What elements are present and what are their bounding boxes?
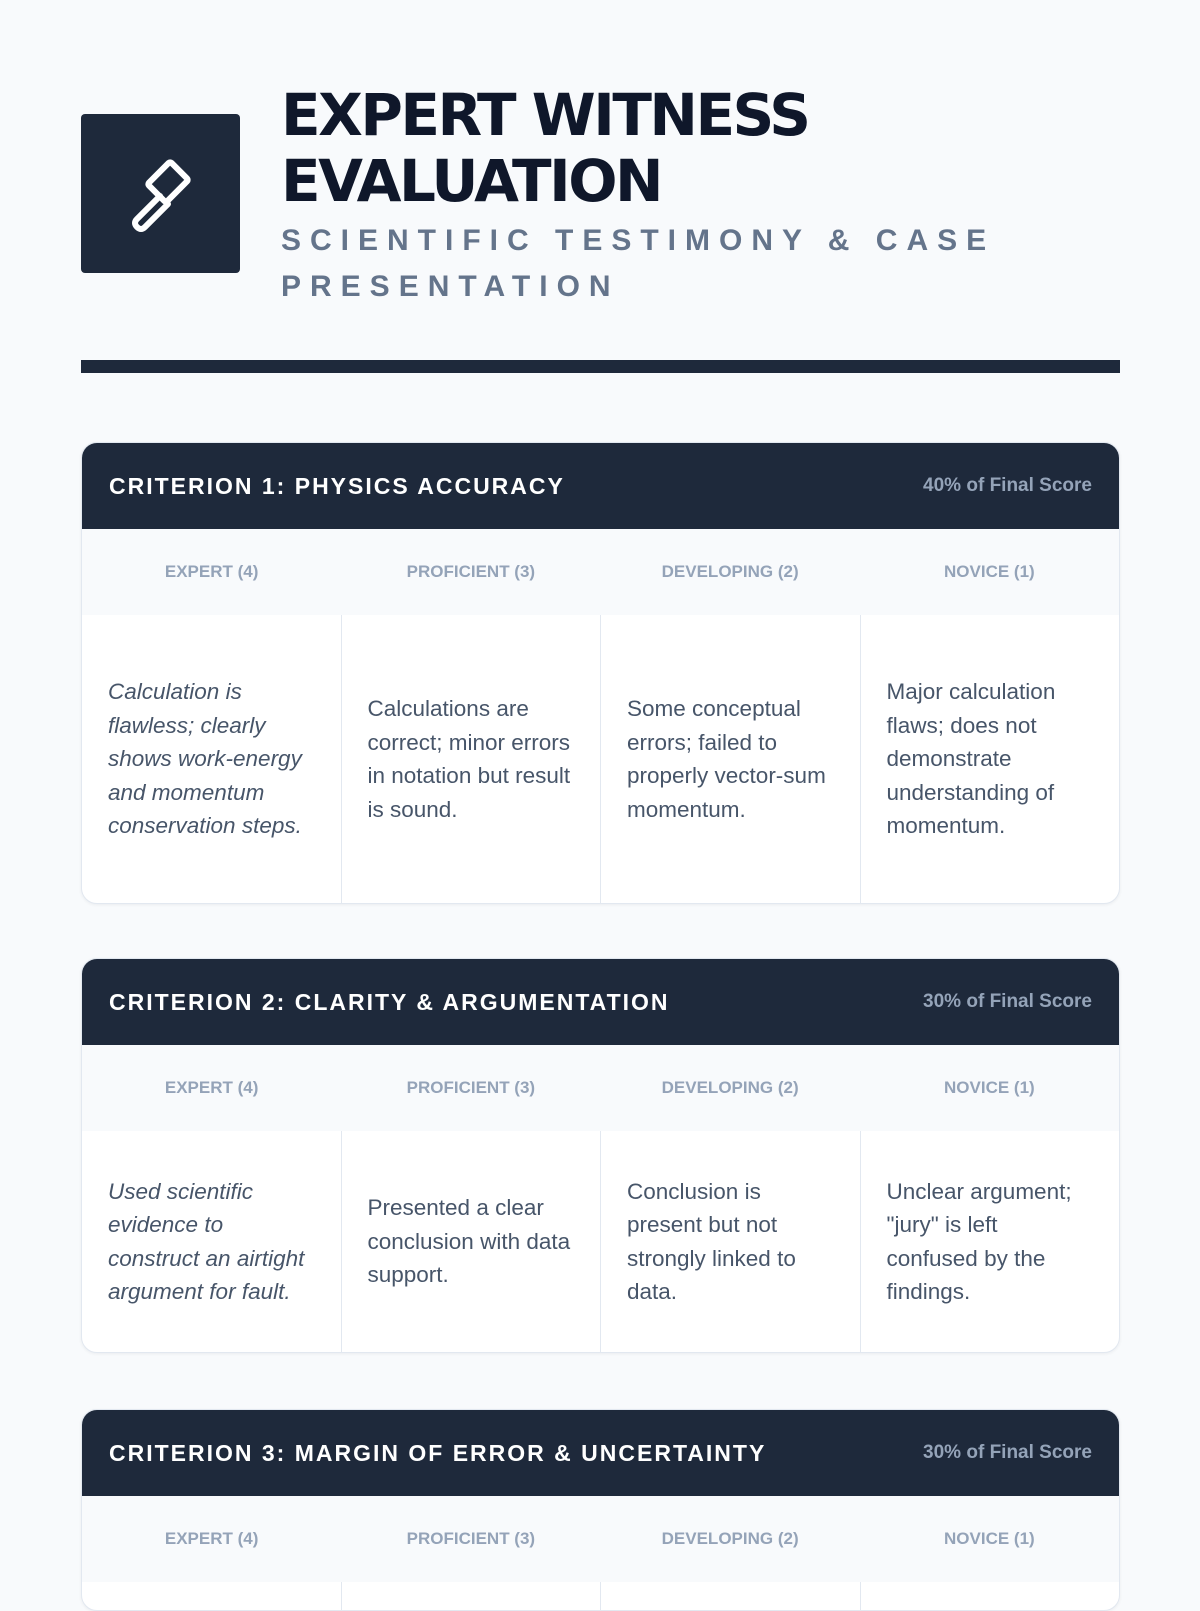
description-developing: Some conceptual errors; failed to properly vector-sum momentum. xyxy=(600,615,860,903)
level-novice: NOVICE (1) xyxy=(944,1078,1035,1097)
level-expert: EXPERT (4) xyxy=(164,1529,259,1548)
page-title-line-1: EXPERT WITNESS xyxy=(281,81,809,149)
title-block xyxy=(281,82,1081,310)
criterion-card-2 xyxy=(81,958,1120,1353)
description-novice xyxy=(860,1582,1120,1611)
criterion-header xyxy=(82,1410,1119,1496)
header-divider xyxy=(81,360,1120,373)
page-subtitle-line-1: SCIENTIFIC TESTIMONY & CASE xyxy=(281,224,996,257)
level-header-row xyxy=(82,1045,1119,1131)
page-header xyxy=(81,0,1120,320)
level-header-row xyxy=(82,529,1119,615)
page-subtitle-line-2: PRESENTATION xyxy=(281,270,620,303)
description-developing xyxy=(600,1582,860,1611)
description-proficient: Calculations are correct; minor errors in notation but result is sound. xyxy=(341,615,601,903)
page-title xyxy=(281,82,1081,214)
gavel-icon xyxy=(121,154,201,234)
description-proficient xyxy=(341,1582,601,1611)
level-developing: DEVELOPING (2) xyxy=(661,562,799,581)
criterion-weight: 30% of Final Score xyxy=(923,991,1092,1012)
logo-badge xyxy=(81,114,240,273)
level-developing: DEVELOPING (2) xyxy=(661,1529,799,1548)
level-expert: EXPERT (4) xyxy=(164,1078,259,1097)
description-row xyxy=(82,1582,1119,1611)
criterion-title: CRITERION 1: PHYSICS ACCURACY xyxy=(109,472,565,499)
criterion-card-3 xyxy=(81,1409,1120,1611)
description-novice: Unclear argument; "jury" is left confused by the findings. xyxy=(860,1131,1120,1352)
description-expert: Used scientific evidence to construct an airtight argument for fault. xyxy=(108,1178,305,1304)
description-proficient: Presented a clear conclusion with data support. xyxy=(341,1131,601,1352)
level-expert: EXPERT (4) xyxy=(164,562,259,581)
rubric-page xyxy=(81,0,1120,1548)
level-novice: NOVICE (1) xyxy=(944,1529,1035,1548)
level-proficient: PROFICIENT (3) xyxy=(406,1529,536,1548)
criterion-header xyxy=(82,959,1119,1045)
description-row xyxy=(82,1131,1119,1352)
description-expert xyxy=(82,1582,341,1611)
criterion-title: CRITERION 2: CLARITY & ARGUMENTATION xyxy=(109,988,670,1015)
level-header-row xyxy=(82,1496,1119,1582)
criterion-title: CRITERION 3: MARGIN OF ERROR & UNCERTAINTY xyxy=(109,1439,767,1466)
level-proficient: PROFICIENT (3) xyxy=(406,562,536,581)
level-developing: DEVELOPING (2) xyxy=(661,1078,799,1097)
criterion-weight: 40% of Final Score xyxy=(923,475,1092,496)
page-subtitle xyxy=(281,218,1081,310)
page-title-line-2: EVALUATION xyxy=(281,147,662,215)
description-row xyxy=(82,615,1119,903)
criterion-weight: 30% of Final Score xyxy=(923,1442,1092,1463)
criterion-header xyxy=(82,443,1119,529)
description-novice: Major calculation flaws; does not demonstrate understanding of momentum. xyxy=(860,615,1120,903)
level-novice: NOVICE (1) xyxy=(944,562,1035,581)
description-expert: Calculation is flawless; clearly shows work-energy and momentum conservation steps. xyxy=(108,679,302,839)
description-developing: Conclusion is present but not strongly linked to data. xyxy=(600,1131,860,1352)
criterion-card-1 xyxy=(81,442,1120,904)
level-proficient: PROFICIENT (3) xyxy=(406,1078,536,1097)
